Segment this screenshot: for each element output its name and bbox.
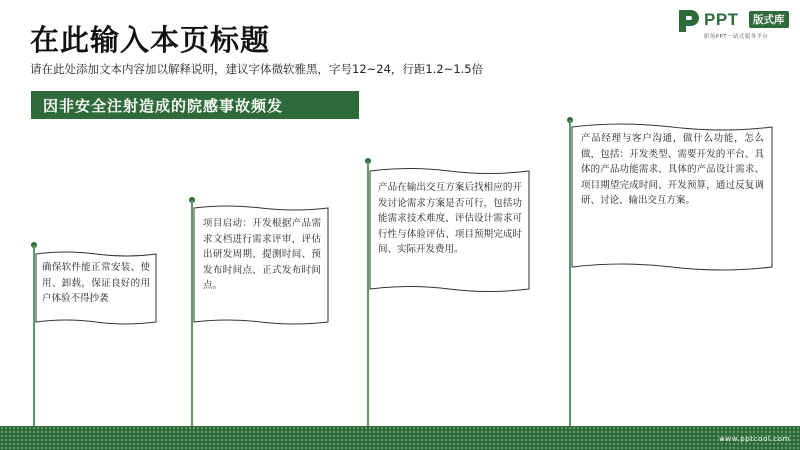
footer-bar xyxy=(0,426,800,450)
flag-card xyxy=(571,123,773,273)
logo-tagline: 职场PPT一站式服务平台 xyxy=(704,34,769,40)
flag-card xyxy=(35,252,157,326)
page-subtitle: 请在此处添加文本内容加以解释说明，建议字体微软雅黑，字号12~24，行距1.2~1.5倍 xyxy=(30,62,484,76)
logo-badge: 版式库 xyxy=(749,11,789,28)
flag-card xyxy=(193,206,329,326)
flag-card xyxy=(369,168,530,294)
footer-url[interactable]: www.pptcool.com xyxy=(719,435,790,443)
section-banner xyxy=(31,91,359,119)
flag-text: 产品在输出交互方案后找相应的开发讨论需求方案是否可行，包括功能需求技术难度、评估设计需求可行性与体验评估、项目预期完成时间、实际开发费用。 xyxy=(378,182,522,255)
flag-text: 产品经理与客户沟通，做什么功能，怎么做，包括：开发类型、需要开发的平台、具体的产品功能需求、具体的产品设计需求、项目期望完成时间、开发预算，通过反复调研、讨论、输出交互方案。 xyxy=(581,133,764,206)
brand-logo[interactable] xyxy=(676,8,796,42)
flag-text: 项目启动：开发根据产品需求文档进行需求评审，评估出研发周期、提测时间、预发布时间点、正式发布时间点。 xyxy=(203,218,321,291)
ppt-logo-icon xyxy=(676,8,702,34)
flag-text: 确保软件能正常安装、使用、卸载，保证良好的用户体验不得抄袭 xyxy=(42,262,150,304)
page-title: 在此输入本页标题 xyxy=(30,23,271,57)
logo-text: PPT xyxy=(704,10,739,29)
banner-text: 因非安全注射造成的院感事故频发 xyxy=(43,96,284,115)
